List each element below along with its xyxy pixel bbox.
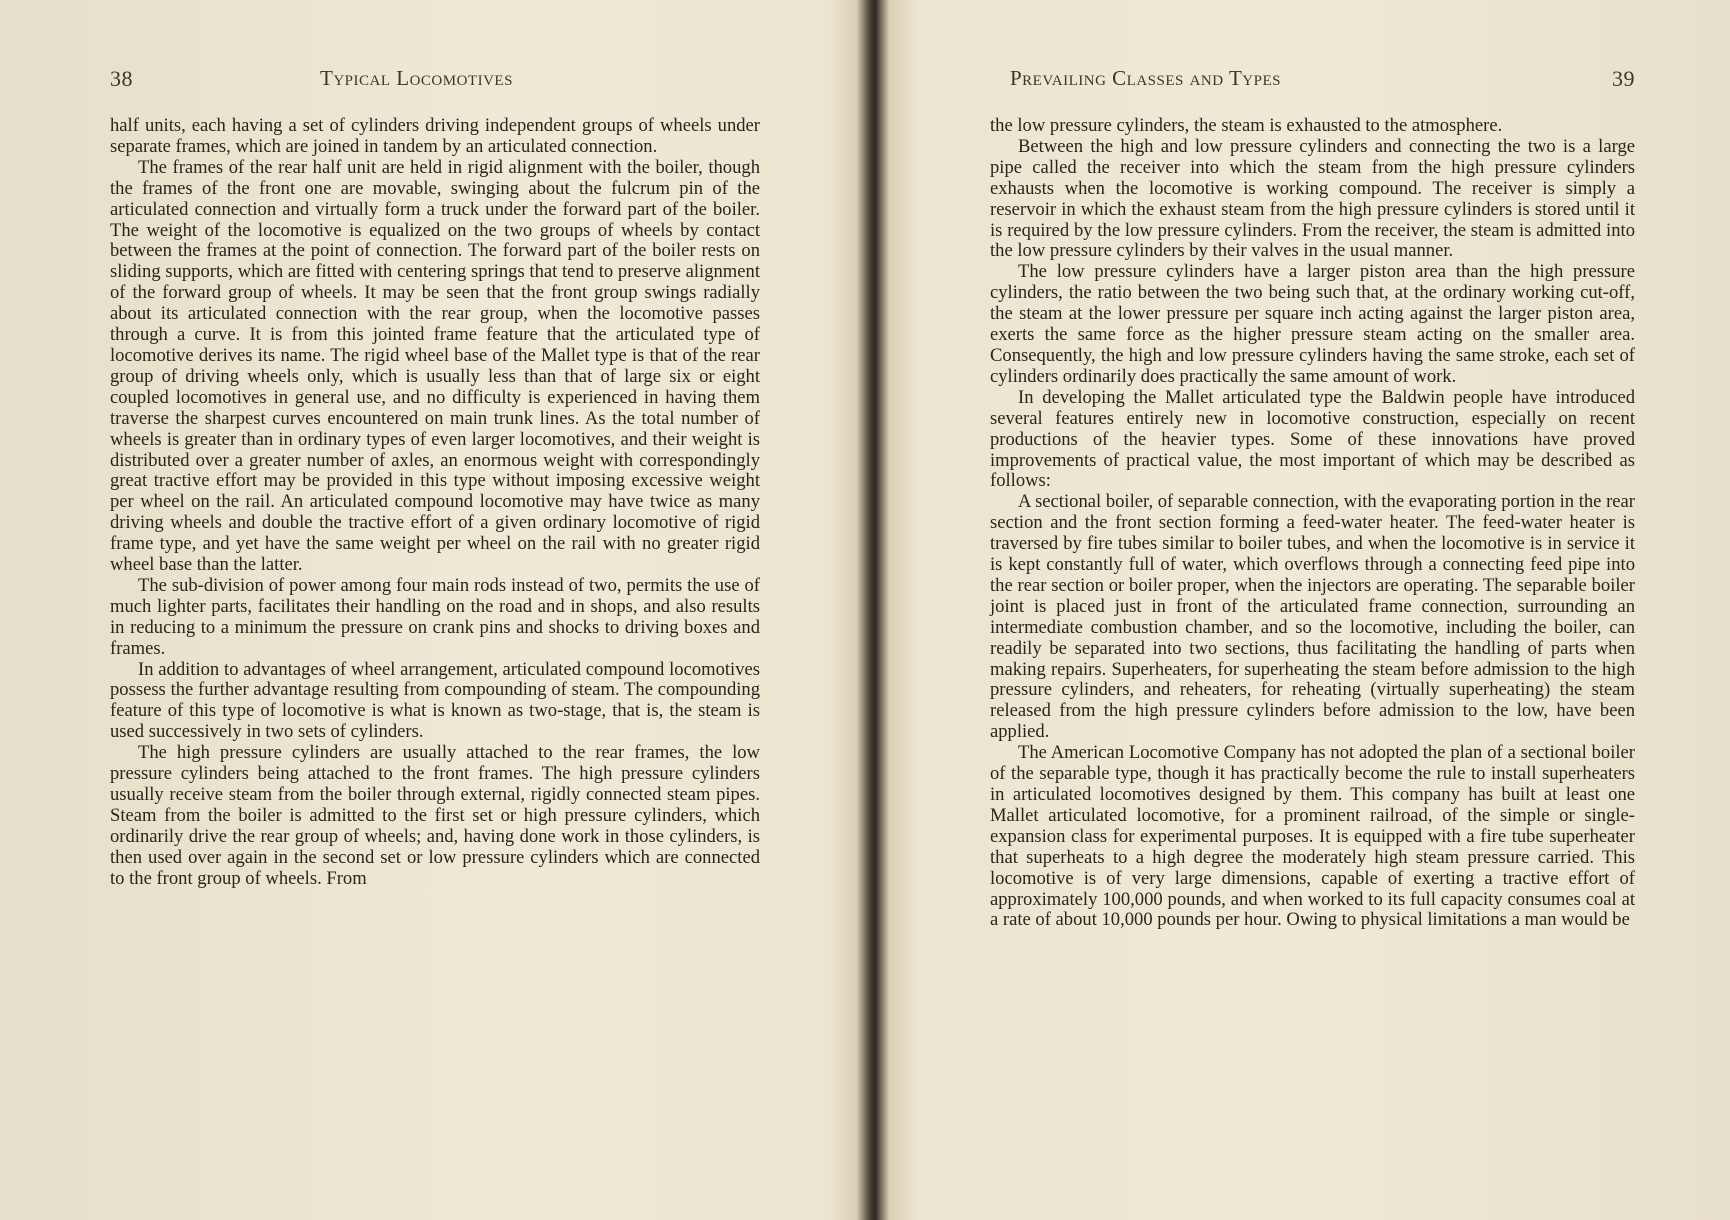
page-number: 39: [1612, 66, 1635, 91]
paragraph: In addition to advantages of wheel arrangement, articulated compound locomotives possess the further advantage resulting from compounding of steam. The compounding feature of this type of locomotive is what is known as two-stage, that is, the steam is used successively in two sets of cylinders.: [110, 658, 760, 743]
paragraph: Between the high and low pressure cylinders and connecting the two is a large pipe called the receiver into which the steam from the high pressure cylinders exhausts when the locomotive is working compound. The receiver is simply a reservoir in which the exhaust steam from the high pressure cylinders is stored until it is required by the low pressure cylinders. From the receiver, the steam is admitted into the low pressure cylinders by their valves in the usual manner.: [990, 135, 1635, 262]
page-number: 38: [110, 66, 133, 91]
right-page: [870, 0, 1730, 1220]
running-head: Typical Locomotives: [320, 66, 513, 90]
paragraph: The American Locomotive Company has not adopted the plan of a sectional boiler of the separable type, though it has practically become the rule to install superheaters in articulated locomotives designed by them. This company has built at least one Mallet articulated locomotive, for a prominent railroad, of the simple or single-expansion class for experimental purposes. It is equipped with a fire tube superheater that superheats to a high degree the moderately high steam pressure carried. This locomotive is of very large dimensions, capable of exerting a tractive effort of approximately 100,000 pounds, and when worked to its full capacity consumes coal at a rate of about 10,000 pounds per hour. Owing to physical limitations a man would be: [990, 742, 1635, 931]
left-page-body: [110, 116, 760, 890]
left-page: [0, 0, 860, 1220]
paragraph: the low pressure cylinders, the steam is exhausted to the atmosphere.: [990, 115, 1503, 136]
right-page-body: [990, 116, 1635, 931]
paragraph: The high pressure cylinders are usually attached to the rear frames, the low pressure cylinders being attached to the front frames. The high pressure cylinders usually receive steam from the boiler through external, rigidly connected steam pipes. Steam from the boiler is admitted to the first set or high pressure cylinders, which ordinarily drive the rear group of wheels; and, having done work in those cylinders, is then used over again in the second set or low pressure cylinders which are connected to the front group of wheels. From: [110, 742, 760, 889]
paragraph: A sectional boiler, of separable connection, with the evaporating portion in the rear section and the front section forming a feed-water heater. The feed-water heater is traversed by fire tubes similar to boiler tubes, and when the locomotive is in service it is kept constantly full of water, which overflows through a connecting feed pipe into the rear section or boiler proper, when the injectors are operating. The separable boiler joint is placed just in front of the articulated frame connection, surrounding an intermediate combustion chamber, and so the locomotive, including the boiler, can readily be separated into two sections, thus facilitating the handling of parts when making repairs. Superheaters, for superheating the steam before admission to the high pressure cylinders, and reheaters, for reheating (virtually superheating) the steam released from the high pressure cylinders before admission to the low, have been applied.: [990, 491, 1635, 743]
paragraph: The frames of the rear half unit are held in rigid alignment with the boiler, though the frames of the front one are movable, swinging about the fulcrum pin of the articulated connection and virtually form a truck under the forward part of the boiler. The weight of the locomotive is equalized on the two groups of wheels by contact between the frames at the point of connection. The forward part of the boiler rests on sliding supports, which are fitted with centering springs that tend to preserve alignment of the forward group of wheels. It may be seen that the front group swings radially about its articulated connection with the rear group, when the locomotive passes through a curve. It is from this jointed frame feature that the articulated type of locomotive derives its name. The rigid wheel base of the Mallet type is that of the rear group of driving wheels only, which is usually less than that of large six or eight coupled locomotives in general use, and no difficulty is experienced in having them traverse the sharpest curves encountered on main trunk lines. As the total number of wheels is greater than in ordinary types of even larger locomotives, and their weight is distributed over a greater number of axles, an enormous weight with correspondingly great tractive effort may be provided in this type without imposing excessive weight per wheel on the rail. An articulated compound locomotive may have twice as many driving wheels and double the tractive effort of a given ordinary locomotive of rigid frame type, and yet have the same weight per wheel on the rail with no greater rigid wheel base than the latter.: [110, 156, 760, 576]
left-page-header: [110, 66, 760, 96]
paragraph: In developing the Mallet articulated type the Baldwin people have introduced several features entirely new in locomotive construction, especially on recent productions of the heavier types. Some of these innovations have proved improvements of practical value, the most important of which may be described as follows:: [990, 386, 1635, 492]
paragraph: The sub-division of power among four main rods instead of two, permits the use of much lighter parts, facilitates their handling on the road and in shops, and also results in reducing to a minimum the pressure on crank pins and shocks to driving boxes and frames.: [110, 574, 760, 659]
running-head: Prevailing Classes and Types: [1010, 66, 1281, 90]
right-page-header: [990, 66, 1635, 96]
paragraph: The low pressure cylinders have a larger piston area than the high pressure cylinders, the ratio between the two being such that, at the ordinary working cut-off, the steam at the lower pressure per square inch acting against the larger piston area, exerts the same force as the higher pressure steam acting on the smaller area. Consequently, the high and low pressure cylinders having the same stroke, each set of cylinders ordinarily does practically the same amount of work.: [990, 261, 1635, 387]
paragraph: half units, each having a set of cylinders driving independent groups of wheels under separate frames, which are joined in tandem by an articulated connection.: [110, 115, 760, 157]
